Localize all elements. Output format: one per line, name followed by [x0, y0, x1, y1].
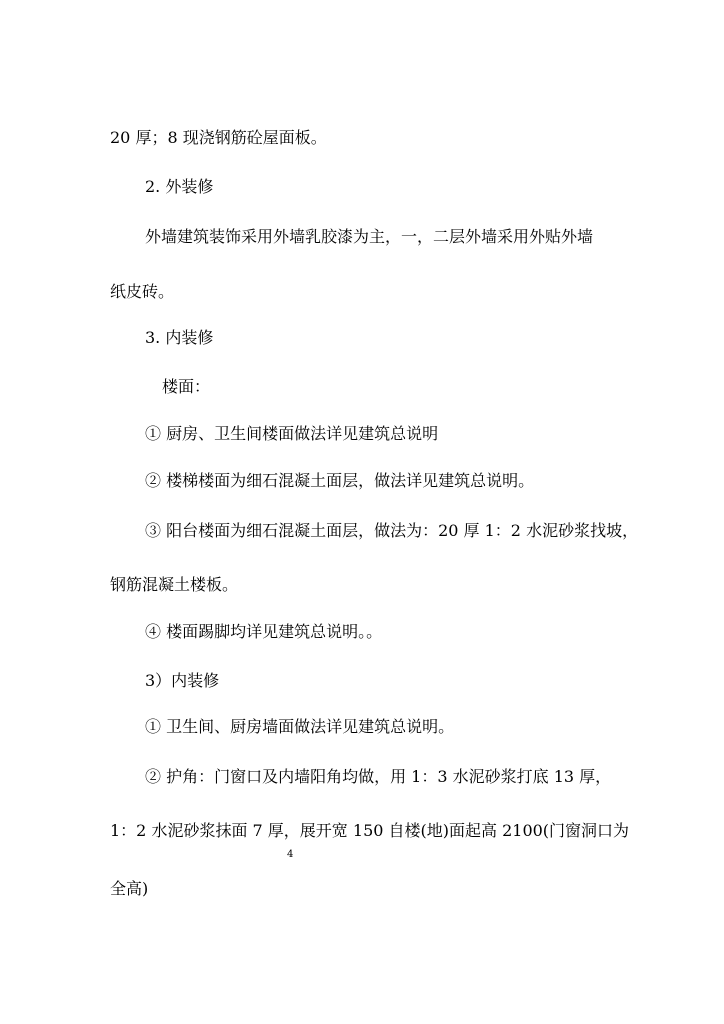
list-item-3: ③ 阳台楼面为细石混凝土面层，做法为：20 厚 1：2 水泥砂浆找坡，	[145, 521, 639, 540]
heading-interior-decoration: 3. 内装修	[145, 328, 214, 347]
list-item-1: ① 厨房、卫生间楼面做法详见建筑总说明	[145, 424, 439, 443]
text-line-15: 1：2 水泥砂浆抹面 7 厚，展开宽 150 自楼(地)面起高 2100(门窗洞口为	[110, 821, 630, 840]
text-line-1: 20 厚；8 现浇钢筋砼屋面板。	[110, 128, 327, 147]
list-item-4: ④ 楼面踢脚均详见建筑总说明。。	[145, 622, 383, 641]
heading-interior-decoration-2: 3）内装修	[145, 671, 220, 690]
text-line-10: 钢筋混凝土楼板。	[110, 575, 239, 594]
page-number: 4	[287, 849, 294, 860]
list-item-2: ② 楼梯楼面为细石混凝土面层，做法详见建筑总说明。	[145, 471, 535, 490]
wall-item-1: ① 卫生间、厨房墙面做法详见建筑总说明。	[145, 717, 455, 736]
text-line-16: 全高)	[110, 879, 149, 898]
text-line-4: 纸皮砖。	[110, 282, 175, 301]
text-line-3: 外墙建筑装饰采用外墙乳胶漆为主，一，二层外墙采用外贴外墙	[145, 227, 594, 246]
heading-exterior-decoration: 2. 外装修	[145, 177, 214, 196]
wall-item-2: ② 护角：门窗口及内墙阳角均做，用 1：3 水泥砂浆打底 13 厚，	[145, 767, 612, 786]
subheading-floor: 楼面：	[162, 377, 211, 396]
